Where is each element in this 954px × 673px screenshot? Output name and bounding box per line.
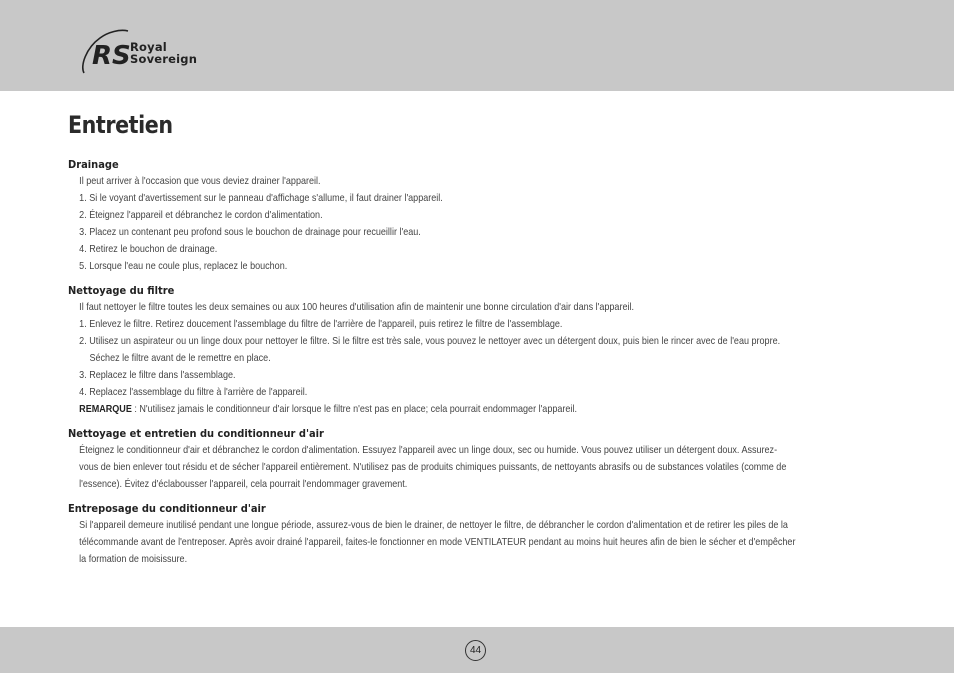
list-item: 4. Replacez l'assemblage du filtre à l'arrière de l'appareil. bbox=[79, 386, 308, 398]
note-text: : N'utilisez jamais le conditionneur d'air lorsque le filtre n'est pas en place; cela pourrait endommager l'appareil. bbox=[131, 403, 577, 415]
page-title: Entretien bbox=[68, 111, 173, 139]
logo-mark-text: RS bbox=[92, 41, 131, 71]
list-item-continuation: Séchez le filtre avant de le remettre en place. bbox=[89, 352, 271, 364]
section-storage bbox=[68, 500, 888, 568]
paragraph-line: l'essence). Évitez d'éclabousser l'appareil, cela pourrait l'endommager gravement. bbox=[79, 478, 408, 490]
section-intro: Il peut arriver à l'occasion que vous deviez drainer l'appareil. bbox=[79, 175, 321, 187]
paragraph-line: vous de bien enlever tout résidu et de sécher l'appareil entièrement. N'utilisez pas de produits chimiques puissants, de nettoyants abrasifs ou de substances volatiles (comme de bbox=[79, 461, 787, 473]
list-item: 1. Enlevez le filtre. Retirez doucement l'assemblage du filtre de l'arrière de l'appareil, puis retirez le filtre de l'assemblage. bbox=[79, 318, 563, 330]
section-title: Nettoyage du filtre bbox=[68, 284, 175, 297]
list-item: 2. Éteignez l'appareil et débranchez le cordon d'alimentation. bbox=[79, 209, 323, 221]
section-title: Entreposage du conditionneur d'air bbox=[68, 502, 266, 515]
list-item: 4. Retirez le bouchon de drainage. bbox=[79, 243, 218, 255]
section-title: Drainage bbox=[68, 158, 119, 171]
brand-name-line2: Sovereign bbox=[130, 52, 198, 66]
list-item: 3. Placez un contenant peu profond sous le bouchon de drainage pour recueillir l'eau. bbox=[79, 226, 421, 238]
section-intro: Il faut nettoyer le filtre toutes les deux semaines ou aux 100 heures d'utilisation afin de maintenir une bonne circulation d'air dans l'appareil. bbox=[79, 301, 635, 313]
list-item: 1. Si le voyant d'avertissement sur le panneau d'affichage s'allume, il faut drainer l'appareil. bbox=[79, 192, 443, 204]
note-label: REMARQUE bbox=[79, 403, 132, 415]
list-item: 5. Lorsque l'eau ne coule plus, replacez le bouchon. bbox=[79, 260, 288, 272]
page-content bbox=[68, 156, 888, 575]
rs-logo-icon bbox=[78, 26, 134, 76]
section-cleaning bbox=[68, 425, 888, 493]
filter-note bbox=[68, 401, 773, 418]
section-drainage bbox=[68, 156, 888, 275]
royal-sovereign-logo bbox=[78, 26, 218, 78]
paragraph-line: Éteignez le conditionneur d'air et débranchez le cordon d'alimentation. Essuyez l'appareil avec un linge doux, sec ou humide. Vous pouvez utiliser un détergent doux. Assurez- bbox=[79, 444, 778, 456]
brand-name-line1: Royal bbox=[130, 40, 167, 54]
list-item: 2. Utilisez un aspirateur ou un linge doux pour nettoyer le filtre. Si le filtre est très sale, vous pouvez le nettoyer avec un détergent doux, puis bien le rincer avec de l'eau propre. bbox=[79, 335, 781, 347]
page-header bbox=[0, 0, 954, 91]
list-item: 3. Replacez le filtre dans l'assemblage. bbox=[79, 369, 236, 381]
page-footer bbox=[0, 627, 954, 673]
section-filter bbox=[68, 282, 888, 418]
page-number: 44 bbox=[465, 640, 486, 661]
paragraph-line: Si l'appareil demeure inutilisé pendant une longue période, assurez-vous de bien le drainer, de nettoyer le filtre, de débrancher le cordon d'alimentation et de retirer les piles de la bbox=[79, 519, 788, 531]
paragraph-line: la formation de moisissure. bbox=[79, 553, 188, 565]
paragraph-line: télécommande avant de l'entreposer. Après avoir drainé l'appareil, faites-le fonctionner en mode VENTILATEUR pendant au moins huit heures afin de bien le sécher et d'empêcher bbox=[79, 536, 796, 548]
section-title: Nettoyage et entretien du conditionneur d'air bbox=[68, 427, 324, 440]
